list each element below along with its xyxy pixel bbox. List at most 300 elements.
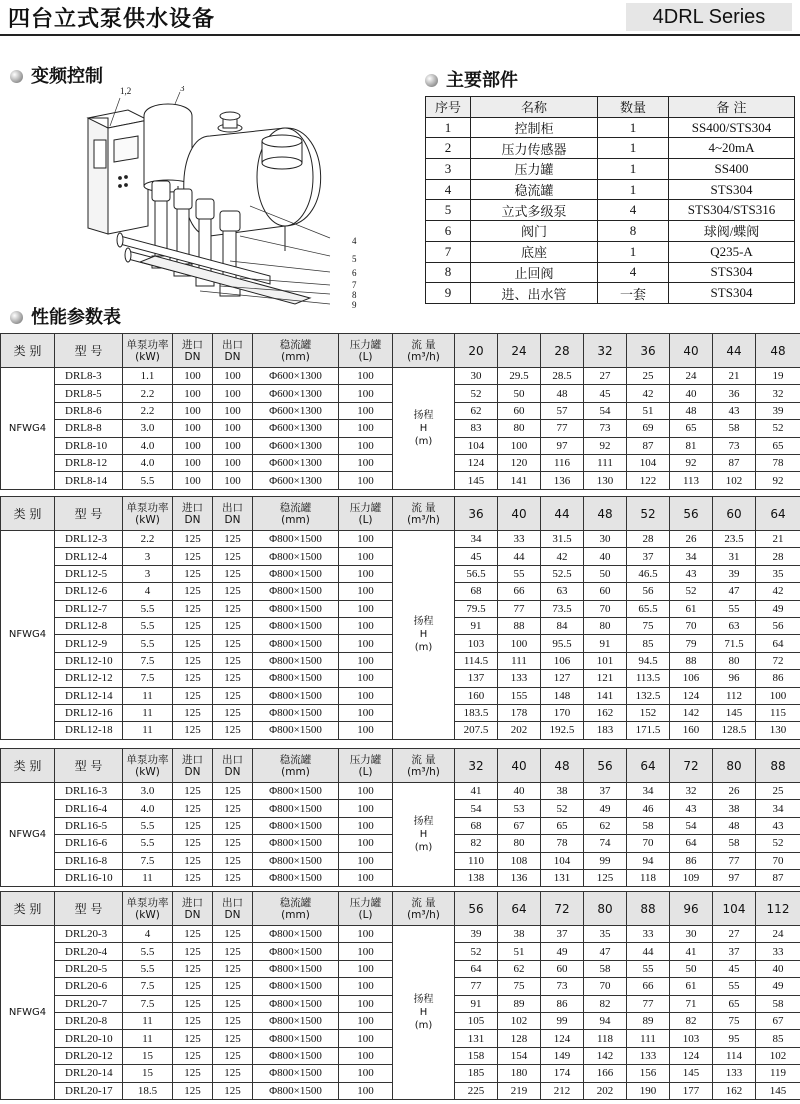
perf-head-value: 192.5 <box>541 722 584 739</box>
parts-index: 5 <box>426 200 471 221</box>
perf-head-value: 102 <box>498 1012 541 1029</box>
parts-note: STS304/STS316 <box>669 200 795 221</box>
perf-head-value: 60 <box>541 960 584 977</box>
perf-head-category: 类 别 <box>1 334 55 368</box>
parts-col-note: 备 注 <box>669 97 795 118</box>
perf-category: NFWG4 <box>1 783 55 887</box>
perf-head-value: 86 <box>541 995 584 1012</box>
callout-6: 6 <box>352 268 357 278</box>
perf-power: 3.0 <box>123 420 173 437</box>
perf-outlet: 125 <box>213 1012 253 1029</box>
parts-col-name: 名称 <box>471 97 598 118</box>
perf-head-value: 28 <box>756 548 800 565</box>
perf-head-value: 102 <box>713 472 756 489</box>
parts-index: 2 <box>426 138 471 159</box>
perf-head-tank-line1: 稳流罐 <box>279 501 312 514</box>
perf-head-value: 54 <box>670 817 713 834</box>
perf-head-model: 型 号 <box>55 497 123 531</box>
perf-head-value: 34 <box>670 548 713 565</box>
perf-ptank: 100 <box>339 835 393 852</box>
perf-head-value: 67 <box>498 817 541 834</box>
perf-head-flow-value: 48 <box>756 334 800 368</box>
callout-7: 7 <box>352 280 357 290</box>
perf-tank: Φ800×1500 <box>253 869 339 886</box>
perf-outlet: 125 <box>213 617 253 634</box>
perf-head-value: 81 <box>670 437 713 454</box>
perf-head-flow-value: 88 <box>756 749 800 783</box>
perf-head-power-line1: 单泵功率 <box>126 753 169 766</box>
perf-power: 2.2 <box>123 531 173 548</box>
parts-index: 3 <box>426 159 471 180</box>
perf-head-ptank <box>339 749 393 783</box>
bullet-icon <box>10 70 23 83</box>
perf-row <box>1 368 800 385</box>
perf-head-value: 202 <box>498 722 541 739</box>
perf-ptank: 100 <box>339 1082 393 1099</box>
perf-ptank: 100 <box>339 704 393 721</box>
perf-power: 11 <box>123 1030 173 1047</box>
perf-head-value: 128.5 <box>713 722 756 739</box>
perf-head-value: 26 <box>670 531 713 548</box>
perf-head-value: 38 <box>541 783 584 800</box>
perf-inlet: 125 <box>173 943 213 960</box>
perf-head-value: 58 <box>584 960 627 977</box>
perf-outlet: 125 <box>213 670 253 687</box>
perf-outlet: 125 <box>213 800 253 817</box>
perf-head-value: 52 <box>756 835 800 852</box>
perf-inlet: 125 <box>173 960 213 977</box>
perf-head-value: 96 <box>713 670 756 687</box>
perf-outlet: 125 <box>213 548 253 565</box>
perf-head-value: 51 <box>627 402 670 419</box>
perf-head-value: 52.5 <box>541 565 584 582</box>
perf-outlet: 125 <box>213 852 253 869</box>
perf-model: DRL16-4 <box>55 800 123 817</box>
perf-power: 5.5 <box>123 600 173 617</box>
perf-head-value: 62 <box>584 817 627 834</box>
perf-head-value: 100 <box>756 687 800 704</box>
perf-inlet: 125 <box>173 531 213 548</box>
perf-head-value: 56.5 <box>455 565 498 582</box>
perf-inlet: 125 <box>173 852 213 869</box>
perf-head-power <box>123 334 173 368</box>
perf-head-value: 42 <box>627 385 670 402</box>
perf-tank: Φ800×1500 <box>253 926 339 943</box>
perf-head-value: 130 <box>756 722 800 739</box>
perf-head-value: 102 <box>756 1047 800 1064</box>
parts-name: 止回阀 <box>471 262 598 283</box>
perf-model: DRL8-10 <box>55 437 123 454</box>
parts-row <box>426 262 795 283</box>
perf-head-flow-line2: (m³/h) <box>407 908 440 921</box>
perf-model: DRL20-12 <box>55 1047 123 1064</box>
section-parts <box>425 66 518 92</box>
perf-head-value: 87 <box>627 437 670 454</box>
perf-head-model: 型 号 <box>55 334 123 368</box>
perf-head-value: 70 <box>670 617 713 634</box>
perf-model: DRL16-3 <box>55 783 123 800</box>
perf-ptank: 100 <box>339 600 393 617</box>
perf-power: 11 <box>123 687 173 704</box>
perf-head-value: 33 <box>627 926 670 943</box>
perf-head-value: 124 <box>670 687 713 704</box>
perf-head-value: 124 <box>670 1047 713 1064</box>
perf-head-value: 48 <box>541 385 584 402</box>
perf-model: DRL16-8 <box>55 852 123 869</box>
perf-head-outlet-line2: DN <box>224 765 241 778</box>
perf-head-value: 118 <box>627 869 670 886</box>
perf-head-flow-line2: (m³/h) <box>407 350 440 363</box>
perf-head-flow-value: 32 <box>455 749 498 783</box>
perf-head-category: 类 别 <box>1 749 55 783</box>
perf-head-value: 177 <box>670 1082 713 1099</box>
perf-head-flow-value: 36 <box>627 334 670 368</box>
perf-tank: Φ800×1500 <box>253 835 339 852</box>
perf-head-value: 87 <box>756 869 800 886</box>
perf-tank: Φ800×1500 <box>253 600 339 617</box>
perf-header-row <box>1 334 800 368</box>
perf-head-value: 92 <box>670 454 713 471</box>
perf-head-value: 84 <box>541 617 584 634</box>
perf-inlet: 100 <box>173 402 213 419</box>
perf-model: DRL12-3 <box>55 531 123 548</box>
perf-model: DRL12-14 <box>55 687 123 704</box>
perf-head-value: 60 <box>498 402 541 419</box>
perf-lift-label <box>393 531 455 740</box>
perf-head-flow-value: 56 <box>584 749 627 783</box>
perf-head-value: 23.5 <box>713 531 756 548</box>
perf-ptank: 100 <box>339 402 393 419</box>
perf-tank: Φ800×1500 <box>253 995 339 1012</box>
perf-power: 15 <box>123 1065 173 1082</box>
perf-ptank: 100 <box>339 783 393 800</box>
perf-power: 4.0 <box>123 454 173 471</box>
perf-head-value: 136 <box>541 472 584 489</box>
perf-inlet: 125 <box>173 548 213 565</box>
perf-head-tank <box>253 497 339 531</box>
perf-head-value: 100 <box>498 635 541 652</box>
perf-tank: Φ800×1500 <box>253 1065 339 1082</box>
perf-head-value: 61 <box>670 978 713 995</box>
perf-head-value: 145 <box>756 1082 800 1099</box>
perf-lift-unit: (m) <box>414 642 433 654</box>
perf-model: DRL20-8 <box>55 1012 123 1029</box>
perf-ptank: 100 <box>339 960 393 977</box>
perf-head-value: 101 <box>584 652 627 669</box>
perf-head-value: 97 <box>541 437 584 454</box>
perf-head-inlet <box>173 334 213 368</box>
perf-lift-symbol: H <box>419 422 428 434</box>
perf-head-power <box>123 497 173 531</box>
perf-head-tank-line1: 稳流罐 <box>279 896 312 909</box>
perf-outlet: 125 <box>213 1030 253 1047</box>
perf-head-value: 83 <box>455 420 498 437</box>
perf-head-value: 67 <box>756 1012 800 1029</box>
perf-head-value: 51 <box>498 943 541 960</box>
perf-outlet: 125 <box>213 978 253 995</box>
parts-col-qty: 数量 <box>598 97 669 118</box>
perf-tank: Φ800×1500 <box>253 1047 339 1064</box>
perf-head-flow-line1: 流 量 <box>411 753 436 766</box>
perf-head-value: 65 <box>670 420 713 437</box>
perf-head-value: 95.5 <box>541 635 584 652</box>
perf-outlet: 100 <box>213 437 253 454</box>
parts-name: 进、出水管 <box>471 283 598 304</box>
perf-outlet: 125 <box>213 817 253 834</box>
perf-head-value: 112 <box>713 687 756 704</box>
perf-head-value: 30 <box>670 926 713 943</box>
perf-lift-symbol: H <box>419 629 428 641</box>
perf-head-value: 42 <box>756 583 800 600</box>
perf-power: 2.2 <box>123 402 173 419</box>
perf-head-flow-value: 88 <box>627 892 670 926</box>
perf-head-value: 73.5 <box>541 600 584 617</box>
perf-power: 11 <box>123 1012 173 1029</box>
perf-inlet: 125 <box>173 926 213 943</box>
perf-model: DRL20-6 <box>55 978 123 995</box>
parts-index: 6 <box>426 221 471 242</box>
perf-head-value: 145 <box>713 704 756 721</box>
perf-head-value: 35 <box>584 926 627 943</box>
perf-ptank: 100 <box>339 1012 393 1029</box>
perf-head-ptank <box>339 334 393 368</box>
perf-head-outlet <box>213 892 253 926</box>
perf-head-value: 91 <box>455 617 498 634</box>
perf-ptank: 100 <box>339 617 393 634</box>
perf-head-value: 78 <box>756 454 800 471</box>
parts-table <box>425 96 795 304</box>
perf-head-value: 24 <box>756 926 800 943</box>
parts-row <box>426 138 795 159</box>
perf-head-ptank <box>339 892 393 926</box>
perf-head-flow-line1: 流 量 <box>411 501 436 514</box>
perf-head-flow-value: 56 <box>455 892 498 926</box>
parts-note: 球阀/蝶阀 <box>669 221 795 242</box>
perf-lift-unit: (m) <box>414 842 433 854</box>
parts-qty: 1 <box>598 159 669 180</box>
perf-ptank: 100 <box>339 817 393 834</box>
perf-head-value: 79 <box>670 635 713 652</box>
perf-table-drl12 <box>0 496 800 740</box>
pipe-manifold-drawing <box>117 233 310 304</box>
perf-head-value: 25 <box>756 783 800 800</box>
perf-ptank: 100 <box>339 800 393 817</box>
perf-model: DRL8-3 <box>55 368 123 385</box>
perf-ptank: 100 <box>339 943 393 960</box>
parts-index: 9 <box>426 283 471 304</box>
perf-head-value: 41 <box>670 943 713 960</box>
perf-outlet: 125 <box>213 704 253 721</box>
perf-head-value: 73 <box>541 978 584 995</box>
perf-head-value: 92 <box>584 437 627 454</box>
perf-model: DRL12-8 <box>55 617 123 634</box>
perf-head-value: 137 <box>455 670 498 687</box>
perf-head-value: 64 <box>455 960 498 977</box>
perf-head-value: 77 <box>498 600 541 617</box>
parts-row <box>426 241 795 262</box>
perf-head-power-line2: (kW) <box>135 350 160 363</box>
perf-outlet: 125 <box>213 652 253 669</box>
perf-head-flow-line1: 流 量 <box>411 338 436 351</box>
perf-head-flow-value: 60 <box>713 497 756 531</box>
perf-head-value: 106 <box>670 670 713 687</box>
perf-power: 1.1 <box>123 368 173 385</box>
perf-head-value: 86 <box>670 852 713 869</box>
perf-outlet: 125 <box>213 600 253 617</box>
perf-head-value: 43 <box>756 817 800 834</box>
perf-head-value: 78 <box>541 835 584 852</box>
perf-head-outlet-line1: 出口 <box>222 338 243 351</box>
perf-tank: Φ800×1500 <box>253 548 339 565</box>
perf-ptank: 100 <box>339 869 393 886</box>
perf-model: DRL8-6 <box>55 402 123 419</box>
perf-head-value: 52 <box>670 583 713 600</box>
perf-head-value: 133 <box>627 1047 670 1064</box>
perf-head-tank <box>253 749 339 783</box>
perf-head-value: 190 <box>627 1082 670 1099</box>
perf-head-value: 80 <box>498 420 541 437</box>
perf-head-value: 48 <box>670 402 713 419</box>
perf-head-value: 75 <box>627 617 670 634</box>
perf-head-value: 43 <box>670 565 713 582</box>
perf-head-flow-line2: (m³/h) <box>407 513 440 526</box>
perf-category: NFWG4 <box>1 368 55 490</box>
perf-head-value: 58 <box>756 995 800 1012</box>
perf-head-value: 113 <box>670 472 713 489</box>
parts-name: 立式多级泵 <box>471 200 598 221</box>
perf-head-value: 70 <box>584 600 627 617</box>
perf-head-flow-value: 96 <box>670 892 713 926</box>
perf-tank: Φ800×1500 <box>253 652 339 669</box>
perf-head-value: 33 <box>756 943 800 960</box>
perf-head-value: 77 <box>713 852 756 869</box>
perf-head-power-line2: (kW) <box>135 908 160 921</box>
perf-head-ptank-line1: 压力罐 <box>349 753 382 766</box>
perf-table-drl20 <box>0 891 800 1100</box>
perf-head-inlet-line1: 进口 <box>182 896 203 909</box>
perf-inlet: 125 <box>173 635 213 652</box>
perf-head-value: 225 <box>455 1082 498 1099</box>
perf-head-value: 58 <box>713 835 756 852</box>
perf-tank: Φ600×1300 <box>253 385 339 402</box>
perf-head-value: 33 <box>498 531 541 548</box>
perf-tank: Φ800×1500 <box>253 1030 339 1047</box>
perf-head-power-line1: 单泵功率 <box>126 501 169 514</box>
perf-head-value: 80 <box>584 617 627 634</box>
perf-head-value: 118 <box>584 1030 627 1047</box>
perf-head-value: 54 <box>584 402 627 419</box>
perf-tank: Φ800×1500 <box>253 1012 339 1029</box>
perf-head-value: 111 <box>627 1030 670 1047</box>
perf-head-value: 162 <box>584 704 627 721</box>
perf-power: 11 <box>123 869 173 886</box>
perf-lift-unit: (m) <box>414 1019 433 1031</box>
parts-qty: 1 <box>598 241 669 262</box>
perf-model: DRL20-17 <box>55 1082 123 1099</box>
perf-outlet: 125 <box>213 722 253 739</box>
perf-head-value: 65 <box>756 437 800 454</box>
perf-head-value: 31.5 <box>541 531 584 548</box>
perf-head-value: 42 <box>541 548 584 565</box>
perf-inlet: 125 <box>173 800 213 817</box>
perf-head-value: 55 <box>498 565 541 582</box>
perf-head-value: 170 <box>541 704 584 721</box>
perf-head-value: 183.5 <box>455 704 498 721</box>
perf-head-value: 85 <box>756 1030 800 1047</box>
perf-head-value: 91 <box>455 995 498 1012</box>
perf-head-value: 104 <box>541 852 584 869</box>
perf-ptank: 100 <box>339 652 393 669</box>
parts-note: STS304 <box>669 179 795 200</box>
perf-head-category: 类 别 <box>1 892 55 926</box>
perf-ptank: 100 <box>339 978 393 995</box>
perf-head-value: 50 <box>670 960 713 977</box>
perf-head-value: 43 <box>670 800 713 817</box>
callout-1-2: 1,2 <box>120 86 132 96</box>
perf-tank: Φ800×1500 <box>253 687 339 704</box>
perf-head-value: 37 <box>584 783 627 800</box>
perf-head-value: 52 <box>756 420 800 437</box>
perf-head-power <box>123 892 173 926</box>
parts-row <box>426 179 795 200</box>
perf-lift-word: 扬程 <box>413 409 434 421</box>
perf-head-value: 61 <box>670 600 713 617</box>
perf-head-value: 26 <box>713 783 756 800</box>
perf-header-row <box>1 497 800 531</box>
perf-model: DRL8-5 <box>55 385 123 402</box>
perf-category: NFWG4 <box>1 926 55 1100</box>
perf-outlet: 100 <box>213 402 253 419</box>
bullet-icon <box>10 311 23 324</box>
parts-qty: 4 <box>598 200 669 221</box>
perf-model: DRL12-7 <box>55 600 123 617</box>
perf-head-value: 116 <box>541 454 584 471</box>
perf-head-inlet <box>173 749 213 783</box>
perf-head-value: 114 <box>713 1047 756 1064</box>
perf-head-value: 180 <box>498 1065 541 1082</box>
perf-head-value: 87 <box>713 454 756 471</box>
perf-head-value: 71 <box>670 995 713 1012</box>
perf-tank: Φ800×1500 <box>253 531 339 548</box>
perf-tank: Φ800×1500 <box>253 704 339 721</box>
perf-head-value: 19 <box>756 368 800 385</box>
perf-tank: Φ600×1300 <box>253 402 339 419</box>
perf-outlet: 125 <box>213 835 253 852</box>
parts-name: 压力罐 <box>471 159 598 180</box>
perf-head-value: 115 <box>756 704 800 721</box>
perf-model: DRL16-5 <box>55 817 123 834</box>
perf-head-value: 44 <box>498 548 541 565</box>
parts-col-index: 序号 <box>426 97 471 118</box>
perf-head-value: 28 <box>627 531 670 548</box>
perf-ptank: 100 <box>339 1047 393 1064</box>
perf-head-value: 46.5 <box>627 565 670 582</box>
perf-ptank: 100 <box>339 852 393 869</box>
perf-outlet: 100 <box>213 472 253 489</box>
perf-head-outlet-line1: 出口 <box>222 501 243 514</box>
perf-tank: Φ800×1500 <box>253 635 339 652</box>
parts-header-row <box>426 97 795 118</box>
perf-model: DRL8-8 <box>55 420 123 437</box>
perf-tank: Φ800×1500 <box>253 617 339 634</box>
perf-inlet: 100 <box>173 385 213 402</box>
perf-head-value: 80 <box>498 835 541 852</box>
perf-head-ptank-line1: 压力罐 <box>349 896 382 909</box>
page-title: 四台立式泵供水设备 <box>8 7 216 32</box>
perf-head-value: 31 <box>713 548 756 565</box>
perf-lift-word: 扬程 <box>413 816 434 828</box>
perf-inlet: 125 <box>173 565 213 582</box>
